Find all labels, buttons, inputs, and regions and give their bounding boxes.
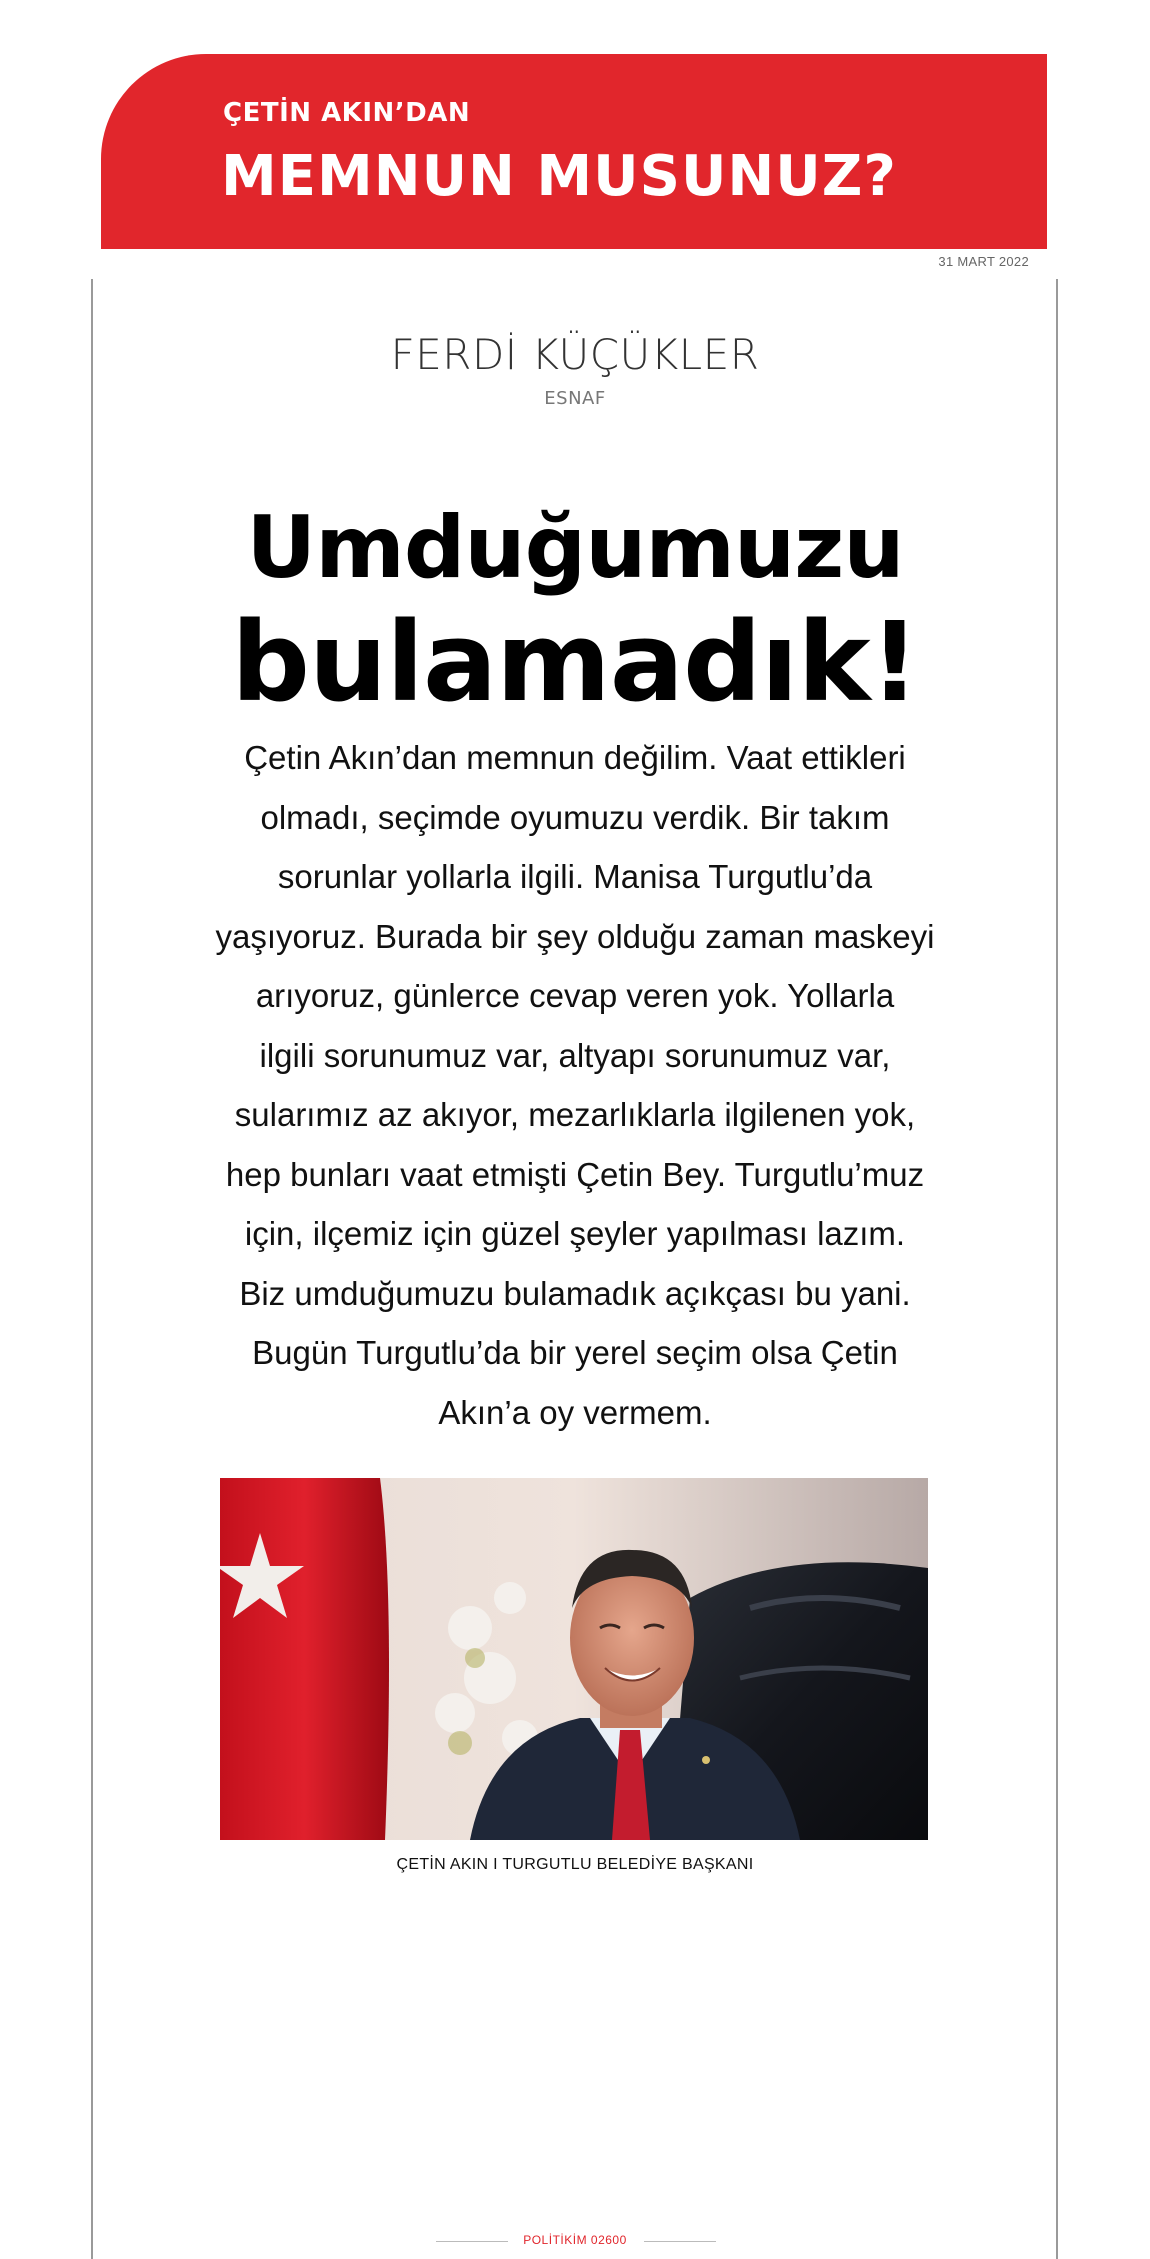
body-line: arıyoruz, günlerce cevap veren yok. Yollarla — [255, 977, 895, 1014]
author-name: FERDİ KÜÇÜKLER — [390, 330, 760, 379]
body-line: olmadı, seçimde oyumuzu verdik. Bir takım — [260, 798, 890, 836]
mayor-photo — [220, 1478, 928, 1840]
header-banner — [101, 54, 1047, 249]
body-line: sularımız az akıyor, mezarlıklarla ilgilenen yok, — [234, 1096, 916, 1133]
body-line: Biz umduğumuzu bulamadık açıkçası bu yani. — [239, 1274, 911, 1312]
article-body — [210, 728, 940, 1442]
footer-label: POLİTİKİM 02600 — [523, 2233, 627, 2247]
body-line: Çetin Akın’dan memnun değilim. Vaat ettikleri — [244, 739, 906, 776]
article-title-line-1: Umduğumuzu — [246, 498, 904, 598]
body-line: Bugün Turgutlu’da bir yerel seçim olsa Çetin — [252, 1334, 898, 1371]
body-line: ilgili sorunumuz var, altyapı sorunumuz var, — [259, 1036, 891, 1074]
author-role: ESNAF — [544, 388, 606, 409]
header-headline: MEMNUN MUSUNUZ? — [221, 144, 897, 209]
body-line: için, ilçemiz için güzel şeyler yapılması lazım. — [244, 1215, 906, 1252]
publish-date: 31 MART 2022 — [938, 254, 1029, 269]
body-line: hep bunları vaat etmişti Çetin Bey. Turgutlu’muz — [225, 1155, 925, 1193]
photo-caption: ÇETİN AKIN I TURGUTLU BELEDİYE BAŞKANI — [396, 1856, 754, 1873]
body-line: Akın’a oy vermem. — [438, 1393, 712, 1431]
body-line: yaşıyoruz. Burada bir şey olduğu zaman maskeyi — [215, 917, 935, 955]
header-kicker: ÇETİN AKIN’DAN — [223, 98, 471, 128]
article-title-line-2: bulamadık! — [231, 598, 919, 726]
body-line: sorunlar yollarla ilgili. Manisa Turgutlu’da — [277, 858, 873, 895]
